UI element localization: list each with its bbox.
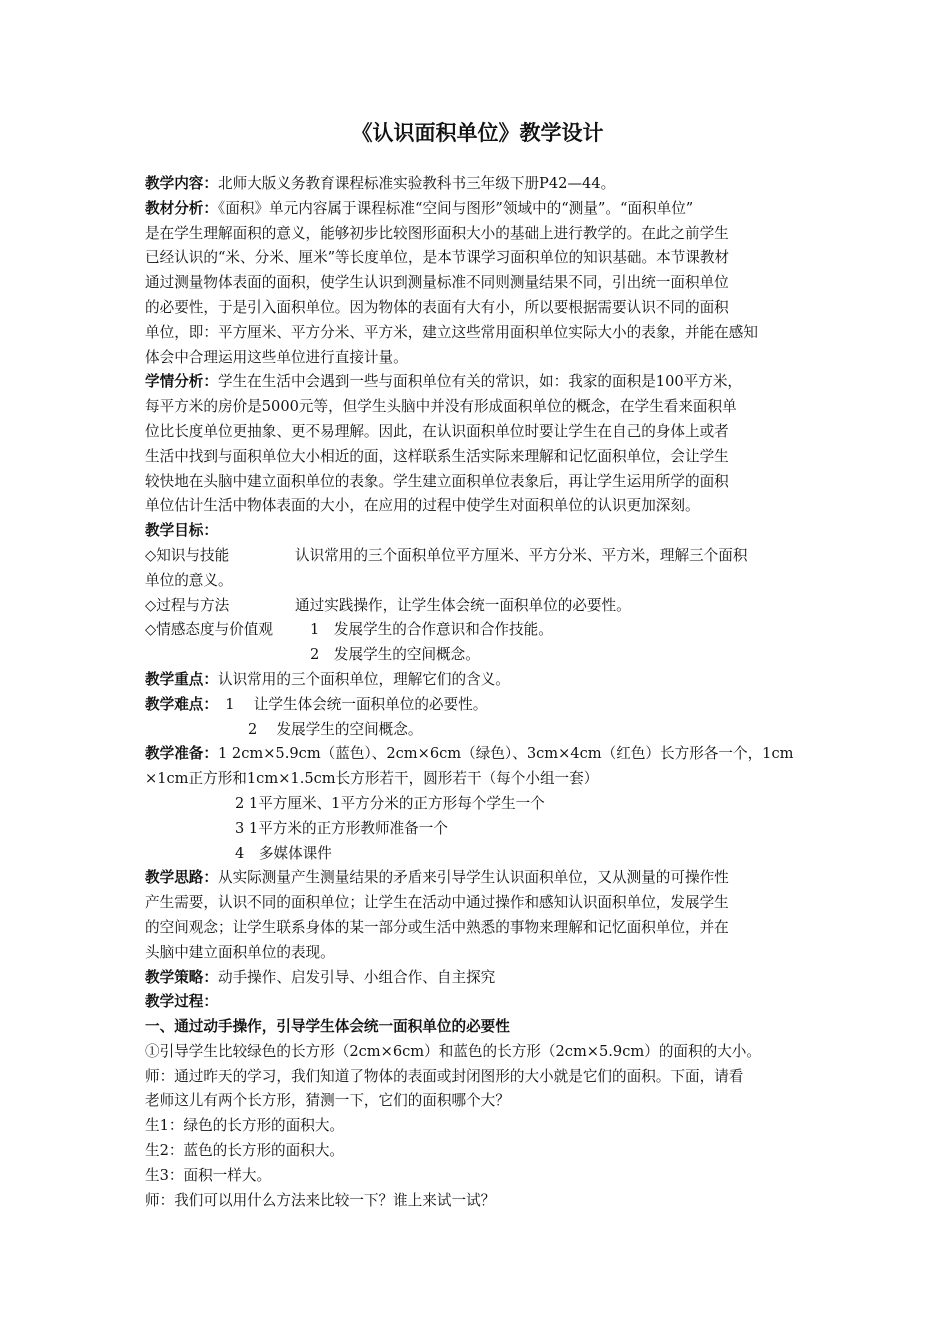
paragraph-line: 的空间观念；让学生联系身体的某一部分或生活中熟悉的事物来理解和记忆面积单位，并在 [145,918,729,936]
paragraph-line: 单位估计生活中物体表面的大小，在应用的过程中使学生对面积单位的认识更加深刻。 [145,497,700,515]
paragraph-line: 体会中合理运用这些单位进行直接计量。 [145,348,408,366]
dialogue-line: 生3：面积一样大。 [145,1166,272,1184]
goal-process [145,594,810,619]
goal-text: 1 发展学生的合作意识和合作技能。 [310,621,553,639]
paragraph-text: 动手操作、启发引导、小组合作、自主探究 [217,968,496,986]
paragraph-line: 2 发展学生的空间概念。 [248,720,423,738]
paragraph-text: 学生在生活中会遇到一些与面积单位有关的常识，如：我家的面积是100平方米， [217,373,743,391]
paragraph-line: ①引导学生比较绿色的长方形（2cm×6cm）和蓝色的长方形（2cm×5.9cm）的面积的大小。 [145,1042,761,1060]
paragraph-line: 的必要性，于是引入面积单位。因为物体的表面有大有小，所以要根据需要认识不同的面积 [145,298,729,316]
paragraph-line: 老师这儿有两个长方形，猜测一下，它们的面积哪个大？ [145,1092,510,1110]
section-label: 学情分析： [145,373,218,391]
teaching-difficulty [145,693,810,718]
paragraph-line: 产生需要，认识不同的面积单位；让学生在活动中通过操作和感知认识面积单位，发展学生 [145,894,729,912]
goal-text: 认识常用的三个面积单位平方厘米、平方分米、平方米，理解三个面积 [295,546,748,564]
section-label: 教学重点： [145,670,218,688]
teaching-strategy [145,966,810,991]
paragraph-line: 单位的意义。 [145,571,233,589]
teaching-content [145,172,810,197]
dialogue-line: 生2：蓝色的长方形的面积大。 [145,1142,345,1160]
goal-label: ◇知识与技能 [145,546,230,564]
document-title: 《认识面积单位》教学设计 [351,121,604,145]
document-page [145,118,810,1213]
student-analysis [145,370,810,395]
section-label: 教学准备： [145,745,218,763]
paragraph-text: 认识常用的三个面积单位，理解它们的含义。 [217,670,510,688]
material-analysis [145,197,810,222]
goal-label: ◇情感态度与价值观 [145,621,273,639]
dialogue-line: 师：我们可以用什么方法来比较一下？谁上来试一试？ [145,1191,496,1209]
dialogue-line: 生1：绿色的长方形的面积大。 [145,1117,345,1135]
section-label: 教学思路： [145,869,218,887]
paragraph-text: 北师大版义务教育课程标准实验教科书三年级下册P42—44。 [217,175,616,192]
paragraph-line: 通过测量物体表面的面积，使学生认识到测量标准不同则测量结果不同，引出统一面积单位 [145,274,729,292]
paragraph-line: 较快地在头脑中建立面积单位的表象。学生建立面积单位表象后，再让学生运用所学的面积 [145,472,729,490]
teaching-focus [145,668,810,693]
goal-knowledge [145,544,810,569]
paragraph-text: 《面积》单元内容属于课程标准“空间与图形”领域中的“测量”。“面积单位” [217,199,694,217]
paragraph-text: 1 2cm×5.9cm（蓝色）、2cm×6cm（绿色）、3cm×4cm（红色）长方形各一个，1cm [217,745,794,763]
paragraph-line: 单位，即：平方厘米、平方分米、平方米，建立这些常用面积单位实际大小的表象，并能在感知 [145,323,758,341]
paragraph-line: ×1cm正方形和1cm×1.5cm长方形若干，圆形若干（每个小组一套） [145,770,599,788]
paragraph-line: 已经认识的“米、分米、厘米”等长度单位，是本节课学习面积单位的知识基础。本节课教材 [145,249,730,267]
paragraph-line: 头脑中建立面积单位的表现。 [145,943,335,961]
paragraph-text: 从实际测量产生测量结果的矛盾来引导学生认识面积单位，又从测量的可操作性 [217,869,729,887]
section-label: 教学过程： [145,993,218,1011]
paragraph-line: 是在学生理解面积的意义，能够初步比较图形面积大小的基础上进行教学的。在此之前学生 [145,224,729,242]
paragraph-line: 3 1平方米的正方形教师准备一个 [235,819,448,837]
teaching-preparation [145,742,810,767]
paragraph-line: 师：通过昨天的学习，我们知道了物体的表面或封闭图形的大小就是它们的面积。下面，请看 [145,1067,744,1085]
section-label: 教学目标： [145,522,218,540]
paragraph-line: 每平方米的房价是5000元等，但学生头脑中并没有形成面积单位的概念，在学生看来面积单 [145,398,737,416]
paragraph-line: 2 1平方厘米、1平方分米的正方形每个学生一个 [235,794,545,812]
section-label: 教学难点： [145,695,211,713]
goal-emotion [145,618,810,643]
paragraph-line: 4 多媒体课件 [235,844,332,862]
section-label: 教学策略： [145,968,218,986]
goal-label: ◇过程与方法 [145,596,230,614]
process-heading: 一、通过动手操作，引导学生体会统一面积单位的必要性 [145,1018,510,1036]
goal-text: 通过实践操作，让学生体会统一面积单位的必要性。 [295,596,631,614]
section-label: 教材分析： [145,199,218,217]
section-label: 教学内容： [145,175,218,192]
goal-emotion-2: 2 发展学生的空间概念。 [310,646,480,664]
paragraph-line: 位比长度单位更抽象、更不易理解。因此，在认识面积单位时要让学生在自己的身体上或者 [145,422,729,440]
paragraph-line: 生活中找到与面积单位大小相近的面，这样联系生活实际来理解和记忆面积单位，会让学生 [145,447,729,465]
teaching-approach [145,866,810,891]
paragraph-text: 1 让学生体会统一面积单位的必要性。 [210,695,488,713]
